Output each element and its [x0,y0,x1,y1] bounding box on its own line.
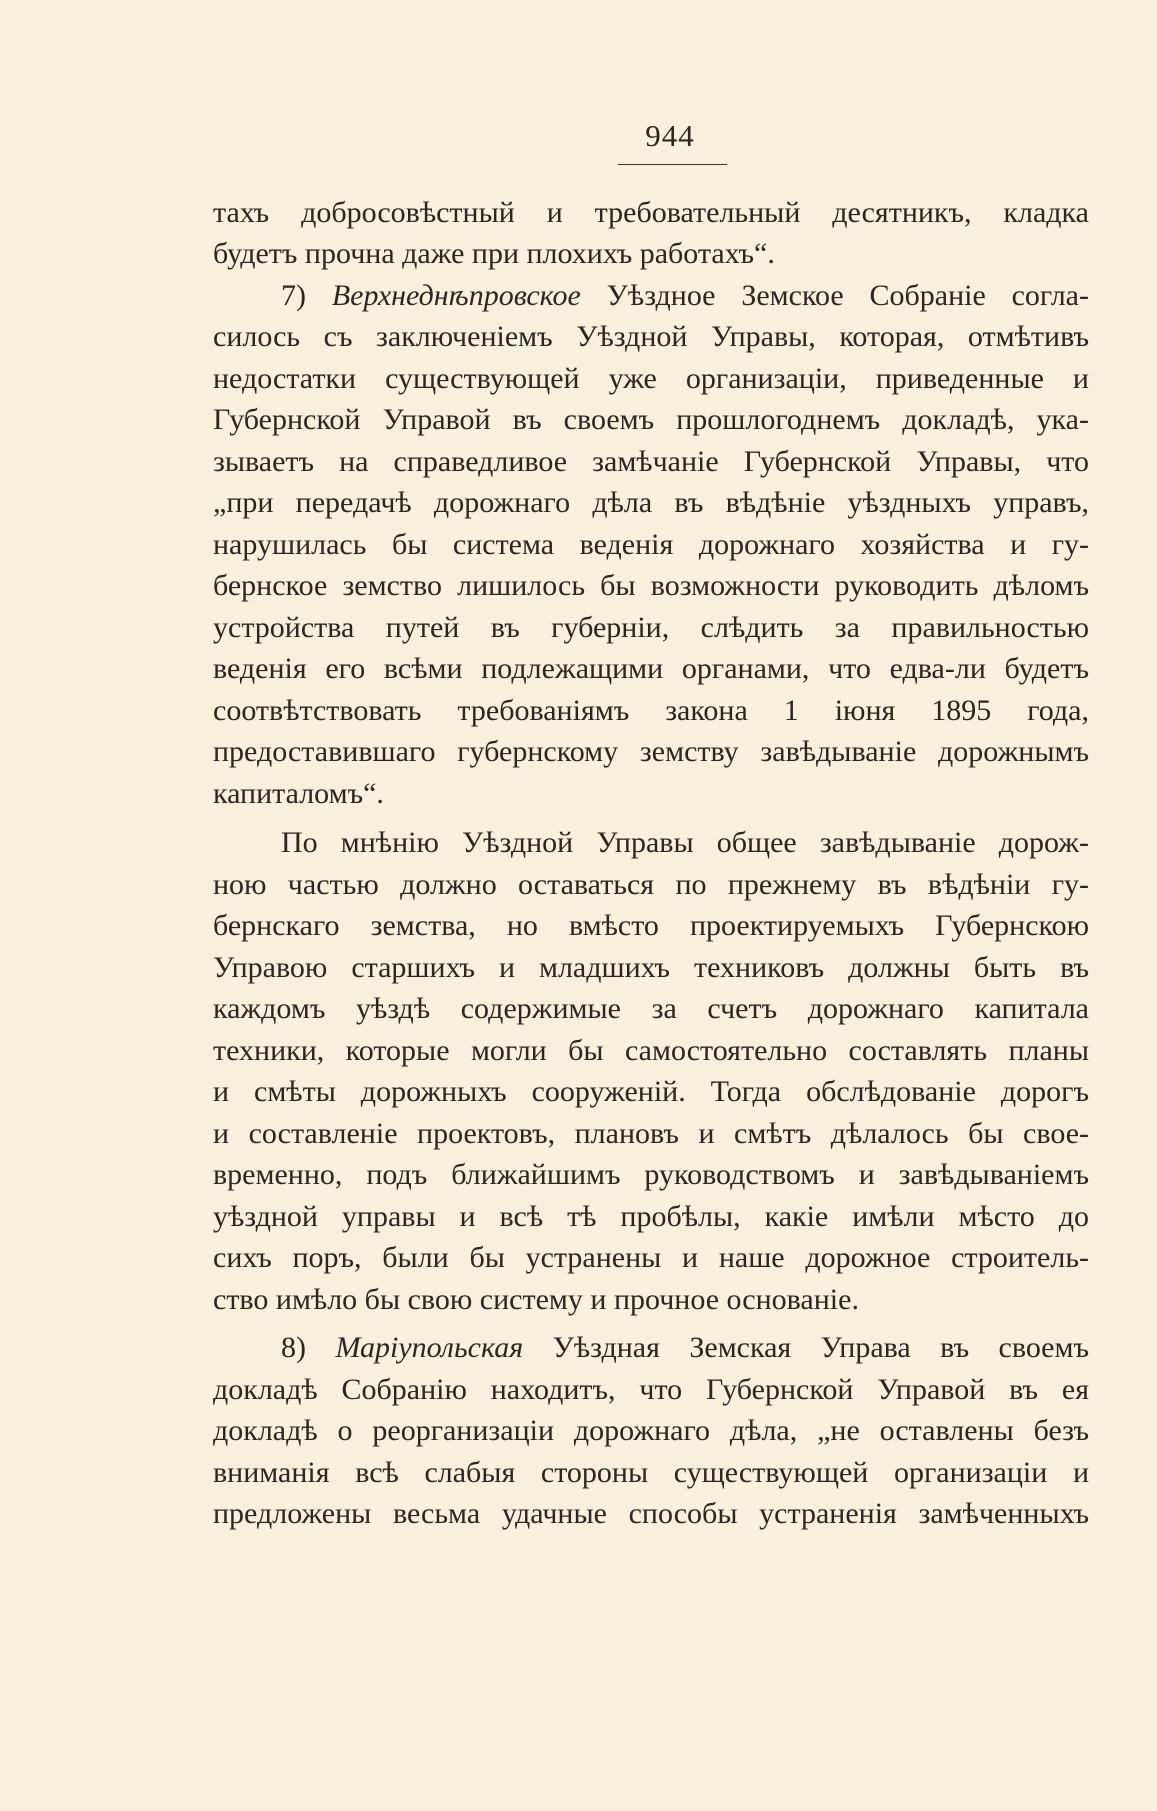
text-line: вниманія всѣ слабыя стороны существующей организаціи и [213,1456,1089,1489]
district-name: Маріупольская [335,1331,524,1364]
text-line: каждомъ уѣздѣ содержимые за счетъ дорожнаго капитала [213,992,1089,1025]
text-line: докладѣ о реорганизаціи дорожнаго дѣла, „не оставлены безъ [213,1414,1089,1447]
text-line: ною частью должно оставаться по прежнему въ вѣдѣніи гу- [213,868,1089,901]
text-line: недостатки существующей уже организаціи, приведенные и [213,362,1089,395]
text-line: предоставившаго губернскому земству завѣдываніе дорожнымъ [213,735,1089,768]
district-name: Верхнеднѣпровское [331,279,581,312]
text-line [281,276,1089,316]
text-line: зываетъ на справедливое замѣчаніе Губернской Управы, что [213,445,1089,478]
text-line: Управою старшихъ и младшихъ техниковъ должны быть въ [213,951,1089,984]
text-line: веденія его всѣми подлежащими органами, что едва-ли будетъ [213,652,1089,685]
text-line: ство имѣло бы свою систему и прочное основаніе. [213,1283,859,1316]
text-line: „при передачѣ дорожнаго дѣла въ вѣдѣніе уѣздныхъ управъ, [213,486,1089,519]
text-line: техники, которые могли бы самостоятельно составлять планы [213,1034,1089,1067]
text-line: нарушилась бы система веденія дорожнаго хозяйства и гу- [213,528,1089,561]
page-number: 944 [645,118,695,153]
text-line: бернскаго земства, но вмѣсто проектируемыхъ Губернскою [213,909,1089,942]
text-line: соотвѣтствовать требованіямъ закона 1 іюня 1895 года, [213,694,1089,727]
text-line: уѣздной управы и всѣ тѣ пробѣлы, какіе имѣли мѣсто до [213,1200,1089,1233]
page-number-rule [618,164,727,165]
item-number: 7) [281,279,332,312]
text-line [281,1328,1089,1368]
text-line: временно, подъ ближайшимъ руководствомъ и завѣдываніемъ [213,1158,1089,1191]
text-line: докладѣ Собранію находитъ, что Губернской Управой въ ея [213,1373,1089,1406]
text-line: тахъ добросовѣстный и требовательный десятникъ, кладка [213,196,1089,229]
text-run: Уѣздное Земское Собраніе согла- [580,279,1089,312]
text-run: Уѣздная Земская Управа въ своемъ [523,1331,1089,1364]
text-line: Губернской Управой въ своемъ прошлогоднемъ докладѣ, ука- [213,403,1089,436]
text-line: предложены весьма удачные способы устраненія замѣченныхъ [213,1497,1089,1530]
text-line: и составленіе проектовъ, плановъ и смѣтъ дѣлалось бы свое- [213,1117,1089,1150]
item-number: 8) [281,1331,336,1364]
text-line: будетъ прочна даже при плохихъ работахъ“. [213,237,775,270]
text-line: силось съ заключеніемъ Уѣздной Управы, которая, отмѣтивъ [213,320,1089,353]
text-line: капиталомъ“. [213,777,384,810]
text-line: бернское земство лишилось бы возможности руководить дѣломъ [213,569,1089,602]
text-line: устройства путей въ губерніи, слѣдить за правильностью [213,611,1089,644]
text-line: сихъ поръ, были бы устранены и наше дорожное строитель- [213,1241,1089,1274]
text-line: и смѣты дорожныхъ сооруженій. Тогда обслѣдованіе дорогъ [213,1075,1089,1108]
text-line: По мнѣнію Уѣздной Управы общее завѣдываніе дорож- [281,826,1089,859]
